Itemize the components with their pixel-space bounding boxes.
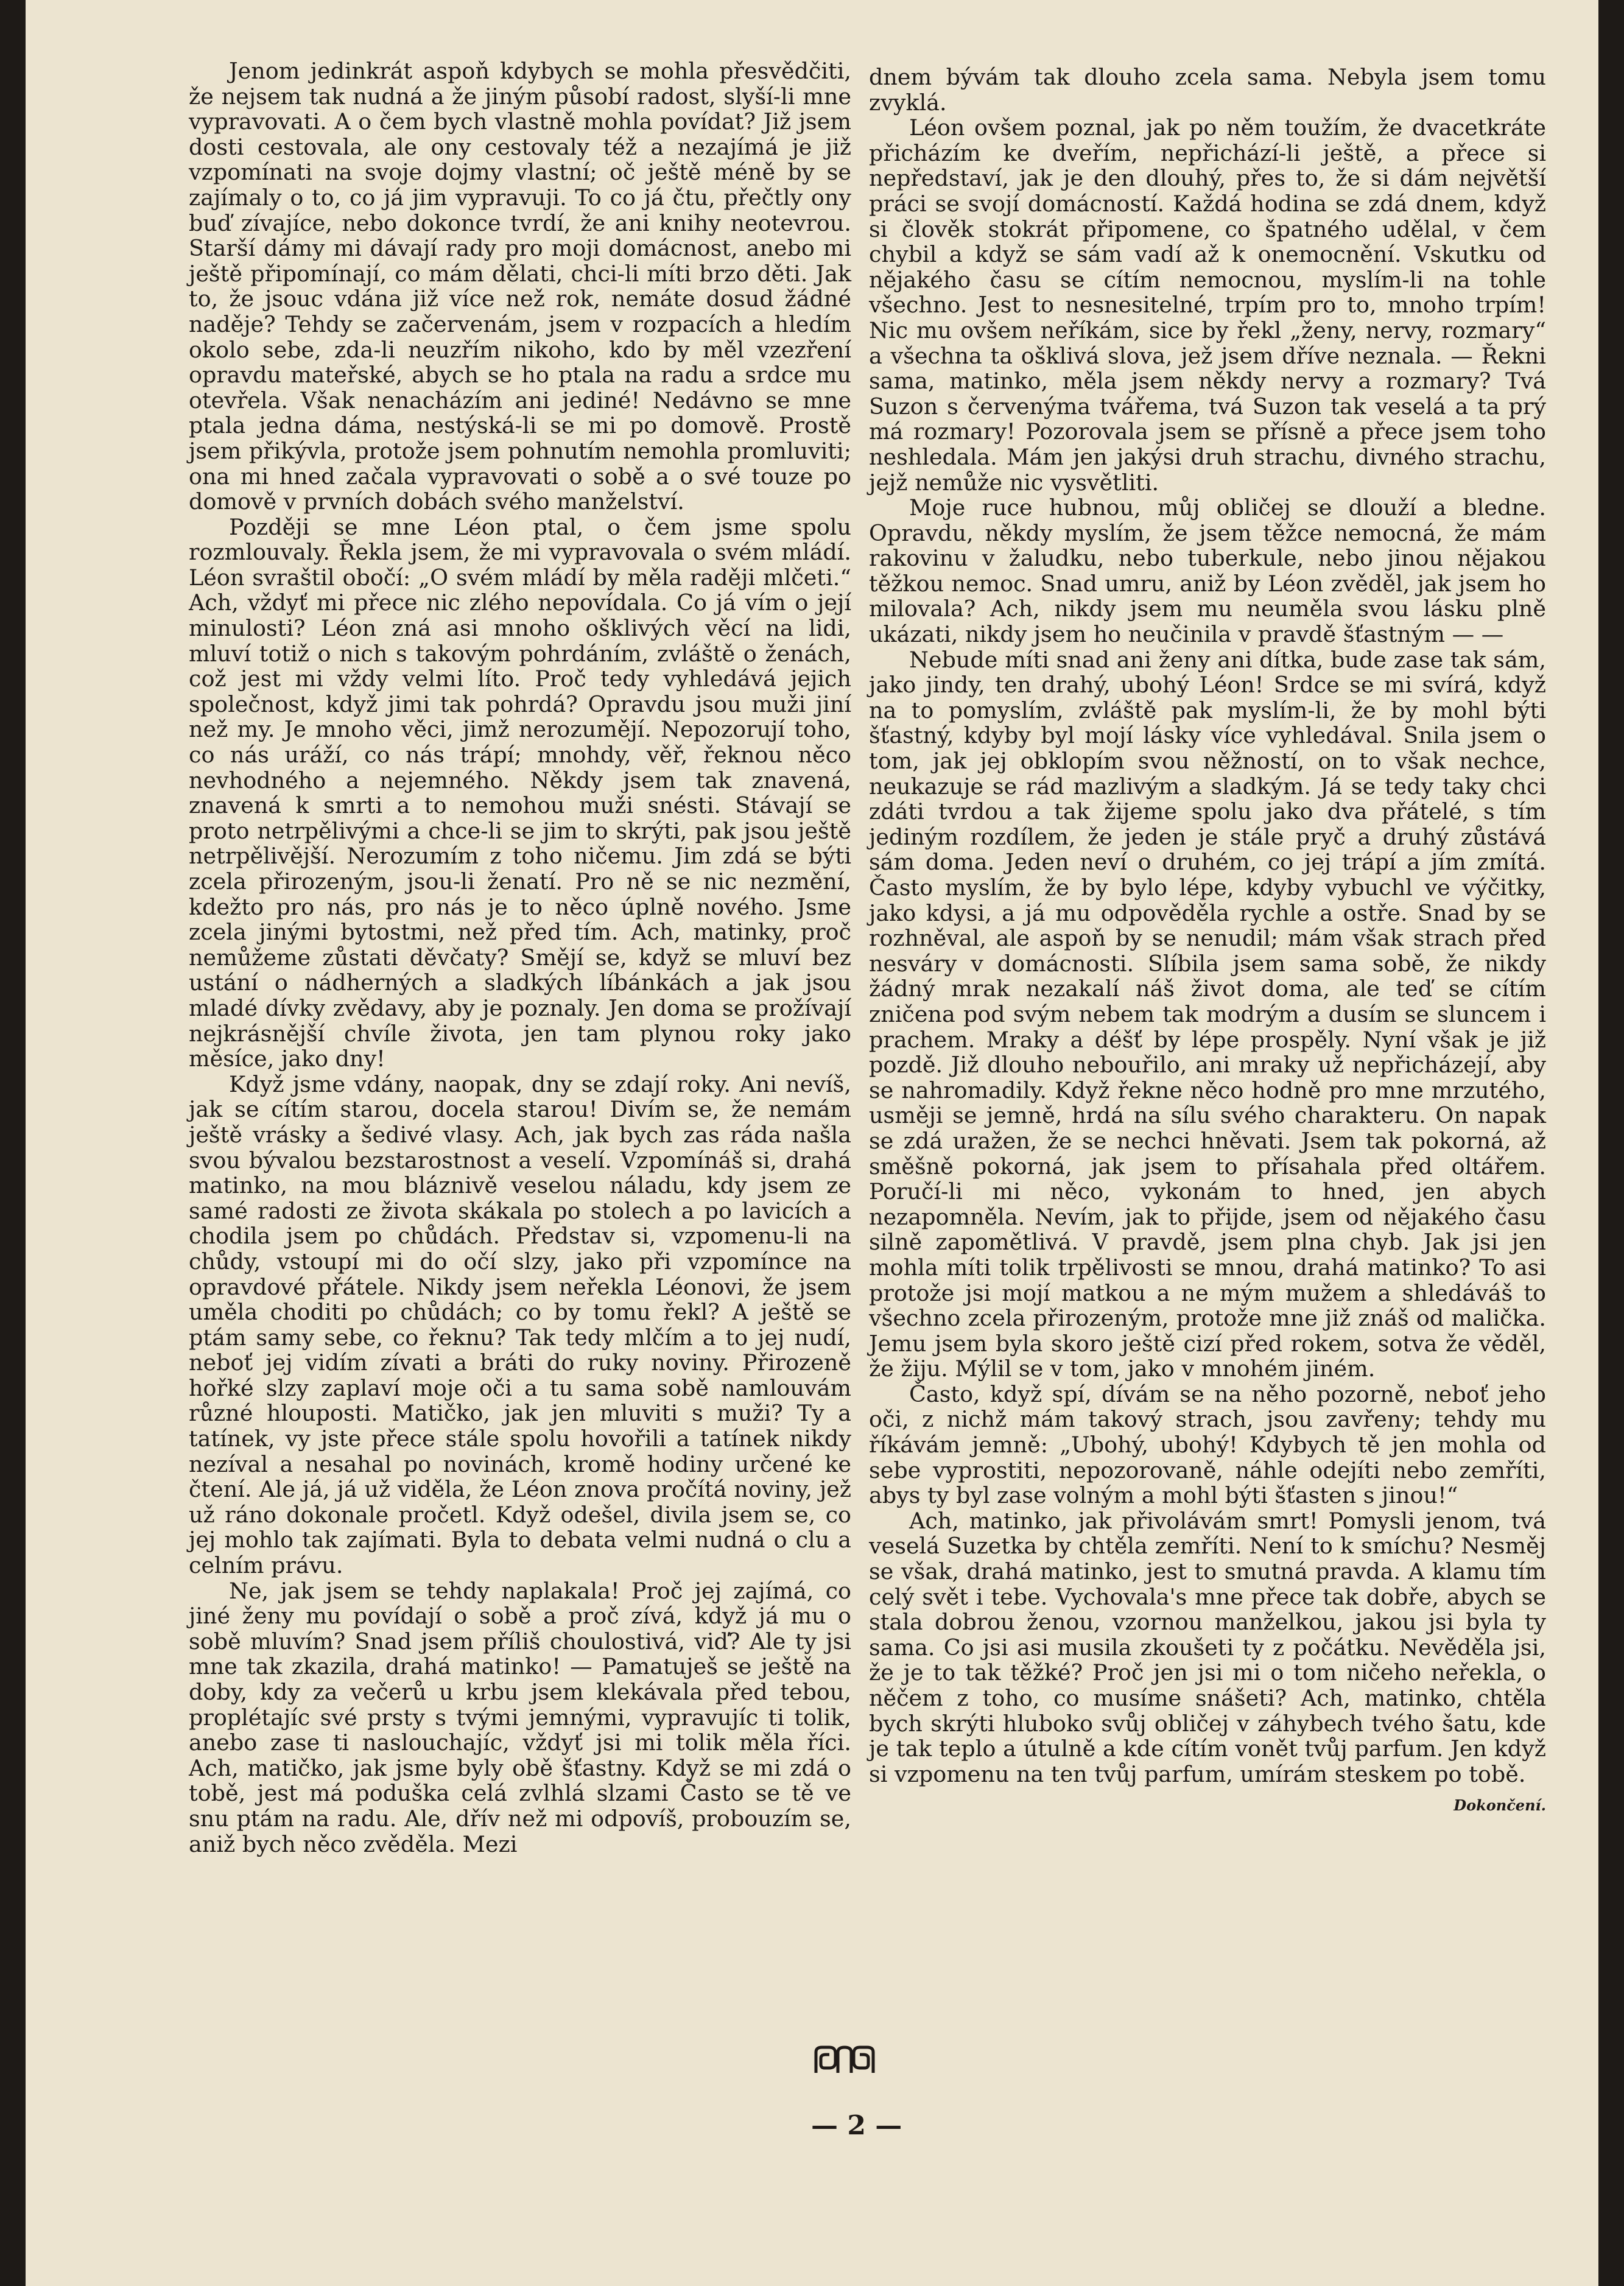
left-column [189,58,851,1857]
paragraph [869,1507,1546,1815]
paragraph-continuation: dnem bývám tak dlouho zcela sama. Nebyla jsem tomu zvyklá. [869,64,1546,116]
paragraph: Nebude míti snad ani ženy ani dítka, bude zase tak sám, jako jindy, ten drahý, ubohý Léon! Srdce se mi svírá, když na to pomyslím, zvláště pak myslím-li, že by mohl býti šťastný, kdyby byl mojí lásky více vyhledával. Snila jsem o tom, jak jej obklopím svou něžností, on to však nechce, neukazuje se rád mazlivým a sladkým. Já se tedy taky chci zdáti tvrdou a tak žijeme spolu jako dva přátelé, s tím jediným rozdílem, že jeden je stále pryč a druhý zůstává sám doma. Jeden neví o druhém, co jej trápí a jím zmítá. Často myslím, že by bylo lépe, kdyby vybuchl ve výčitky, jako kdysi, a já mu odpověděla rychle a ostře. Snad by se rozhněval, ale aspoň by se nenudil; mám však strach před nesváry v domácnosti. Slíbila jsem sama sobě, že nikdy žádný mrak nezakalí náš život doma, ale teď se cítím zničena pod svým nebem tak modrým a dusím se sluncem i prachem. Mraky a déšť by lépe prospěly. Nyní však je již pozdě. Již dlouho nebouřilo, ani mraky už nepřicházejí, aby se nahromadily. Když řekne něco hodně pro mne mrzutého, usměji se jemně, hrdá na sílu svého charakteru. On napak se zdá uražen, že se nechci hněvati. Jsem tak pokorná, až směšně pokorná, jak jsem to přísahala před oltářem. Poručí-li mi něco, vykonám to hned, jen abych nezapomněla. Nevím, jak to přijde, jsem od nějakého času silně zapomětlivá. V pravdě, jsem plna chyb. Jak jsi jen mohla míti tolik trpělivosti se mnou, drahá matinko? To asi protože jsi mojí matkou a ne mým mužem a shledáváš to všechno zcela přirozeným, protože mne již znáš od malička. Jemu jsem byla skoro ještě cizí před rokem, sotva že věděl, že žiju. Mýlil se v tom, jako v mnohém jiném. [869,646,1546,1382]
paragraph: Ne, jak jsem se tehdy naplakala! Proč jej zajímá, co jiné ženy mu povídají o sobě a proč zívá, když já mu o sobě mluvím? Snad jsem příliš choulostivá, viď? Ale ty jsi mne tak zkazila, drahá matinko! — Pamatuješ se ještě na doby, kdy za večerů u krbu jsem klekávala před tebou, proplétajíc své prsty s tvými jemnými, vypravujíc ti tolik, anebo zase ti naslouchajíc, vždyť jsi mi tolik měla říci. Ach, matičko, jak jsme byly obě šťastny. Když se mi zdá o tobě, jest má poduška celá zvlhlá slzami Často se tě ve snu ptám na radu. Ale, dřív než mi odpovíš, probouzím se, aniž bych něco zvěděla. Mezi [189,1577,851,1857]
right-column [869,65,1546,1818]
document-page [26,0,1598,2286]
page-binding-edge [1598,0,1624,2286]
paragraph: Když jsme vdány, naopak, dny se zdají roky. Ani nevíš, jak se cítím starou, docela starou! Divím se, že nemám ještě vrásky a šedivé vlasy. Ach, jak bych zas ráda našla svou bývalou bezstarostnost a veselí. Vzpomínáš si, drahá matinko, na mou bláznivě veselou náladu, kdy jsem ze samé radosti ze života skákala po stolech a po lavicích a chodila jsem po chůdách. Představ si, vzpomenu-li na chůdy, vstoupí mi do očí slzy, jako při vzpomínce na opravdové přátele. Nikdy jsem neřekla Léonovi, že jsem uměla choditi po chůdách; co by tomu řekl? A ještě se ptám samy sebe, co řeknu? Tak tedy mlčím a to jej nudí, neboť jej vidím zívati a bráti do ruky noviny. Přirozeně hořké slzy zaplaví moje oči a tu sama sobě namlouvám různé hlouposti. Matičko, jak jen mluviti s muži? Ty a tatínek, vy jste přece stále spolu hovořili a tatínek nikdy nezíval a nesahal po novinách, kromě hodiny určené ke čtení. Ale já, já už viděla, že Léon znova pročítá noviny, jež už ráno dokonale pročetl. Když odešel, divila jsem se, co jej mohlo tak zajímati. Byla to debata velmi nudná o clu a celním právu. [189,1071,851,1579]
page-number: — 2 — [811,2110,902,2141]
closing-mark: Dokončení. [1454,1796,1546,1815]
paragraph: Léon ovšem poznal, jak po něm toužím, že dvacetkráte přicházím ke dveřím, nepřichází-li ještě, a přece si nepředstaví, jak je den dlouhý, přes to, že si dám největší práci se svojí domácností. Každá hodina se zdá dnem, když si člověk stokrát připomene, co špatného udělal, v čem chybil a když se sám vadí až k onemocnění. Vskutku od nějakého času se cítím nemocnou, myslím-li na tohle všechno. Jest to nesnesitelné, trpím pro to, mnoho trpím! Nic mu ovšem neříkám, sice by řekl „ženy, nervy, rozmary“ a všechna ta ošklivá slova, jež jsem dříve neznala. — Řekni sama, matinko, měla jsem někdy nervy a rozmary? Tvá Suzon s červenýma tvářema, tvá Suzon tak veselá a ta prý má rozmary! Pozorovala jsem se přísně a přece jsem toho neshledala. Mám jen jakýsi druh strachu, divného strachu, jejž nemůže nic vysvětliti. [869,114,1546,496]
page-binding-edge [0,0,26,2286]
paragraph: Jenom jedinkrát aspoň kdybych se mohla přesvědčiti, že nejsem tak nudná a že jiným působí radost, slyší-li mne vypravovati. A o čem bych vlastně mohla povídat? Již jsem dosti cestovala, ale ony cestovaly též a nezajímá je již vzpomínati na svoje dojmy vlastní; oč ještě méně by se zajímaly o to, co já jim vypravuji. To co já čtu, přečtly ony buď zívajíce, nebo dokonce tvrdí, že ani knihy neotevrou. Starší dámy mi dávají rady pro moji domácnost, anebo mi ještě připomínají, co mám dělati, chci-li míti brzo děti. Jak to, že jsouc vdána již více než rok, nemáte dosud žádné naděje? Tehdy se začervenám, jsem v rozpacích a hledím okolo sebe, zda-li neuzřím nikoho, kdo by měl vzezření opravdu mateřské, abych se ho ptala na radu a srdce mu otevřela. Však nenacházím ani jediné! Nedávno se mne ptala jedna dáma, nestýská-li se mi po domově. Prostě jsem přikývla, protože jsem pohnutím nemohla promluviti; ona mi hned začala vypravovati o sobě a o své touze po domově v prvních dobách svého manželství. [189,58,851,515]
paragraph: Později se mne Léon ptal, o čem jsme spolu rozmlouvaly. Řekla jsem, že mi vypravovala o svém mládí. Léon svraštil obočí: „O svém mládí by měla raději mlčeti.“ Ach, vždyť mi přece nic zlého nepovídala. Co já vím o její minulosti? Léon zná asi mnoho ošklivých věcí na lidi, mluví totiž o nich s takovým pohrdáním, zvláště o ženách, což jest mi vždy velmi líto. Proč tedy vyhledává jejich společnost, když jimi tak pohrdá? Opravdu jsou muži jiní než my. Je mnoho věci, jimž nerozumějí. Nepozorují toho, co nás uráží, co nás trápí; mnohdy, věř, řeknou něco nevhodného a nejemného. Někdy jsem tak znavená, znavená k smrti a to nemohou muži snésti. Stávají se proto netrpělivými a chce-li se jim to skrýti, pak jsou ještě netrpělivější. Nerozumím z toho ničemu. Jim zdá se býti zcela přirozeným, jsou-li ženatí. Pro ně se nic nezmění, kdežto pro nás, pro nás je to něco úplně nového. Jsme zcela jinými bytostmi, než před tím. Ach, matinky, proč nemůžeme zůstati děvčaty? Smějí se, když se mluví bez ustání o nádherných a sladkých líbánkách a jak jsou mladé dívky zvědavy, aby je poznaly. Jen doma se prožívají nejkrásnější chvíle života, jen tam plynou roky jako měsíce, jako dny! [189,513,851,1072]
paragraph: Často, když spí, dívám se na něho pozorně, neboť jeho oči, z nichž mám takový strach, jsou zavřeny; tehdy mu říkávám jemně: „Ubohý, ubohý! Kdybych tě jen mohla od sebe vyprostiti, nepozorovaně, náhle odejíti nebo zemříti, abys ty byl zase volným a mohl býti šťasten s jinou!“ [869,1380,1546,1509]
paragraph-text: Ach, matinko, jak přivolávám smrt! Pomysli jenom, tvá veselá Suzetka by chtěla zemříti. Není to k smíchu? Nesměj se však, drahá matinko, jest to smutná pravda. A klamu tím celý svět i tebe. Vychovala's mne přece tak dobře, abych se stala dobrou ženou, vzornou manželkou, jakou jsi byla ty sama. Co jsi asi musila zkoušeti ty z počátku. Nevěděla jsi, že je to tak těžké? Proč jen jsi mi o tom ničeho neřekla, o něčem z toho, co musíme snášeti? Ach, matinko, chtěla bych skrýti hluboko svůj obličej v záhybech tvého šatu, kde je tak teplo a útulně a kde cítím vonět tvůj parfum. Jen když si vzpomenu na ten tvůj parfum, umírám steskem po tobě. [869,1507,1546,1787]
ornament-icon [811,2044,878,2078]
paragraph: Moje ruce hubnou, můj obličej se dlouží a bledne. Opravdu, někdy myslím, že jsem těžce nemocná, že mám rakovinu v žaludku, nebo tuberkule, nebo jinou nějakou těžkou nemoc. Snad umru, aniž by Léon zvěděl, jak jsem ho milovala? Ach, nikdy jsem mu neuměla svou lásku plně ukázati, nikdy jsem ho neučinila v pravdě šťastným — — [869,494,1546,648]
